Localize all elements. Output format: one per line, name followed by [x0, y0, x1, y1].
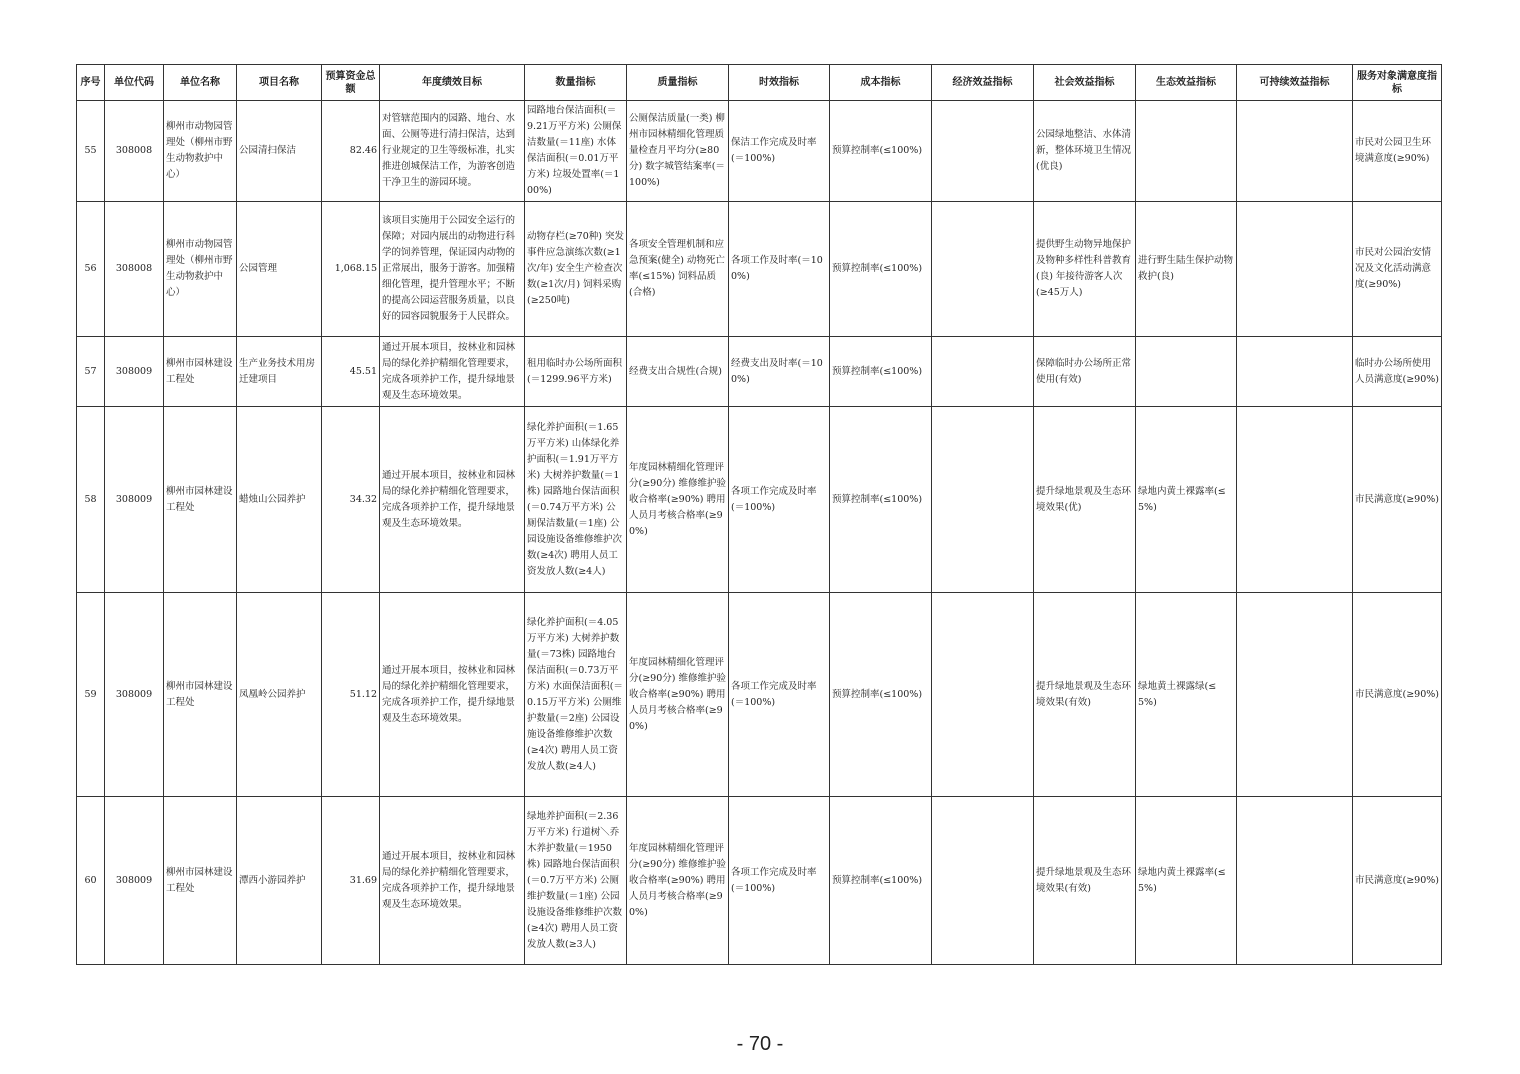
- header-quality: 质量指标: [627, 65, 729, 101]
- cell-social: 提升绿地景观及生态环境效果(优): [1034, 407, 1136, 593]
- cell-sustainable: [1237, 797, 1353, 965]
- page-number: - 70 -: [736, 1033, 784, 1055]
- cell-quantity: 绿化养护面积(＝1.65万平方米) 山体绿化养护面积(＝1.91万平方米) 大树养护数量(＝1株) 园路地台保洁面积(＝0.74万平方米) 公厕保洁数量(＝1座) 公园设施设备维修维护次数(≥4次) 聘用人员工资发放人数(≥4人): [525, 407, 627, 593]
- cell-project: 公园管理: [237, 202, 322, 337]
- cell-ecological: 绿地内黄土裸露率(≤5%): [1136, 407, 1237, 593]
- cell-social: 提升绿地景观及生态环境效果(有效): [1034, 593, 1136, 797]
- cell-sustainable: [1237, 407, 1353, 593]
- cell-unit: 柳州市园林建设工程处: [164, 797, 237, 965]
- cell-code: 308009: [105, 337, 164, 407]
- cell-cost: 预算控制率(≤100%): [830, 101, 932, 202]
- cell-satisfaction: 市民对公园治安情况及文化活动满意度(≥90%): [1353, 202, 1442, 337]
- cell-budget: 34.32: [322, 407, 380, 593]
- header-ecological: 生态效益指标: [1136, 65, 1237, 101]
- cell-quality: 公厕保洁质量(一类) 柳州市园林精细化管理质量检查月平均分(≥80分) 数字城管结案率(＝100%): [627, 101, 729, 202]
- cell-quality: 年度园林精细化管理评分(≥90分) 维修维护验收合格率(≥90%) 聘用人员月考核合格率(≥90%): [627, 593, 729, 797]
- cell-goal: 通过开展本项目，按林业和园林局的绿化养护精细化管理要求，完成各项养护工作，提升绿地景观及生态环境效果。: [380, 593, 525, 797]
- cell-no: 57: [77, 337, 105, 407]
- cell-timeliness: 各项工作完成及时率(＝100%): [729, 593, 830, 797]
- table-row: [77, 101, 1442, 202]
- cell-goal: 通过开展本项目，按林业和园林局的绿化养护精细化管理要求，完成各项养护工作，提升绿地景观及生态环境效果。: [380, 407, 525, 593]
- header-social: 社会效益指标: [1034, 65, 1136, 101]
- cell-timeliness: 各项工作及时率(＝100%): [729, 202, 830, 337]
- table-row: [77, 337, 1442, 407]
- cell-cost: 预算控制率(≤100%): [830, 337, 932, 407]
- performance-table-sheet: [76, 64, 1441, 965]
- cell-ecological: [1136, 337, 1237, 407]
- cell-social: 提供野生动物异地保护及物种多样性科普教育(良) 年接待游客人次(≥45万人): [1034, 202, 1136, 337]
- cell-social: 提升绿地景观及生态环境效果(有效): [1034, 797, 1136, 965]
- cell-unit: 柳州市园林建设工程处: [164, 593, 237, 797]
- cell-quantity: 租用临时办公场所面积(＝1299.96平方米): [525, 337, 627, 407]
- cell-quality: 各项安全管理机制和应急预案(健全) 动物死亡率(≤15%) 饲料品质(合格): [627, 202, 729, 337]
- cell-code: 308009: [105, 407, 164, 593]
- cell-quantity: 绿地养护面积(＝2.36万平方米) 行道树＼乔木养护数量(＝1950株) 园路地台保洁面积(＝0.7万平方米) 公厕维护数量(＝1座) 公园设施设备维修维护次数(≥4次) 聘用人员工资发放人数(≥3人): [525, 797, 627, 965]
- header-timeliness: 时效指标: [729, 65, 830, 101]
- cell-code: 308009: [105, 593, 164, 797]
- cell-quality: 年度园林精细化管理评分(≥90分) 维修维护验收合格率(≥90%) 聘用人员月考核合格率(≥90%): [627, 407, 729, 593]
- cell-budget: 51.12: [322, 593, 380, 797]
- cell-goal: 通过开展本项目，按林业和园林局的绿化养护精细化管理要求，完成各项养护工作，提升绿地景观及生态环境效果。: [380, 797, 525, 965]
- cell-economic: [932, 407, 1034, 593]
- cell-timeliness: 各项工作完成及时率(＝100%): [729, 407, 830, 593]
- cell-satisfaction: 市民对公园卫生环境满意度(≥90%): [1353, 101, 1442, 202]
- cell-social: 保障临时办公场所正常使用(有效): [1034, 337, 1136, 407]
- header-code: 单位代码: [105, 65, 164, 101]
- cell-cost: 预算控制率(≤100%): [830, 593, 932, 797]
- table-row: [77, 202, 1442, 337]
- table-row: [77, 593, 1442, 797]
- header-sustainable: 可持续效益指标: [1237, 65, 1353, 101]
- cell-code: 308009: [105, 797, 164, 965]
- cell-economic: [932, 202, 1034, 337]
- cell-timeliness: 保洁工作完成及时率(＝100%): [729, 101, 830, 202]
- cell-project: 公园清扫保洁: [237, 101, 322, 202]
- cell-budget: 45.51: [322, 337, 380, 407]
- cell-timeliness: 各项工作完成及时率(＝100%): [729, 797, 830, 965]
- cell-project: 潭西小游园养护: [237, 797, 322, 965]
- table-row: [77, 407, 1442, 593]
- cell-project: 生产业务技术用房迁建项目: [237, 337, 322, 407]
- cell-sustainable: [1237, 101, 1353, 202]
- cell-sustainable: [1237, 202, 1353, 337]
- performance-table: [76, 64, 1442, 965]
- cell-social: 公园绿地整洁、水体清新，整体环境卫生情况(优良): [1034, 101, 1136, 202]
- cell-goal: 对管辖范围内的园路、地台、水面、公厕等进行清扫保洁，达到行业规定的卫生等级标准，扎实推进创城保洁工作，为游客创造干净卫生的游园环境。: [380, 101, 525, 202]
- cell-quality: 年度园林精细化管理评分(≥90分) 维修维护验收合格率(≥90%) 聘用人员月考核合格率(≥90%): [627, 797, 729, 965]
- cell-budget: 82.46: [322, 101, 380, 202]
- header-satisfaction: 服务对象满意度指标: [1353, 65, 1442, 101]
- cell-project: 凤凰岭公园养护: [237, 593, 322, 797]
- header-quantity: 数量指标: [525, 65, 627, 101]
- cell-project: 蜡烛山公园养护: [237, 407, 322, 593]
- cell-sustainable: [1237, 337, 1353, 407]
- cell-cost: 预算控制率(≤100%): [830, 797, 932, 965]
- header-unit: 单位名称: [164, 65, 237, 101]
- header-budget: 预算资金总额: [322, 65, 380, 101]
- cell-economic: [932, 337, 1034, 407]
- cell-no: 59: [77, 593, 105, 797]
- cell-ecological: [1136, 101, 1237, 202]
- cell-economic: [932, 593, 1034, 797]
- cell-quality: 经费支出合规性(合规): [627, 337, 729, 407]
- cell-unit: 柳州市园林建设工程处: [164, 337, 237, 407]
- cell-satisfaction: 市民满意度(≥90%): [1353, 593, 1442, 797]
- cell-ecological: 绿地内黄土裸露率(≤5%): [1136, 797, 1237, 965]
- cell-sustainable: [1237, 593, 1353, 797]
- cell-code: 308008: [105, 202, 164, 337]
- header-project: 项目名称: [237, 65, 322, 101]
- cell-no: 55: [77, 101, 105, 202]
- header-no: 序号: [77, 65, 105, 101]
- cell-budget: 31.69: [322, 797, 380, 965]
- cell-code: 308008: [105, 101, 164, 202]
- cell-budget: 1,068.15: [322, 202, 380, 337]
- cell-satisfaction: 市民满意度(≥90%): [1353, 407, 1442, 593]
- header-economic: 经济效益指标: [932, 65, 1034, 101]
- cell-ecological: 进行野生陆生保护动物救护(良): [1136, 202, 1237, 337]
- cell-goal: 该项目实施用于公园安全运行的保障；对园内展出的动物进行科学的饲养管理，保证园内动物的正常展出，服务于游客。加强精细化管理，提升管理水平；不断的提高公园运营服务质量，以良好的园容园貌服务于人民群众。: [380, 202, 525, 337]
- cell-ecological: 绿地黄土裸露绿(≤5%): [1136, 593, 1237, 797]
- cell-no: 60: [77, 797, 105, 965]
- cell-unit: 柳州市园林建设工程处: [164, 407, 237, 593]
- cell-cost: 预算控制率(≤100%): [830, 202, 932, 337]
- cell-timeliness: 经费支出及时率(＝100%): [729, 337, 830, 407]
- cell-no: 58: [77, 407, 105, 593]
- cell-quantity: 园路地台保洁面积(＝9.21万平方米) 公厕保洁数量(＝11座) 水体保洁面积(＝0.01万平方米) 垃圾处置率(＝100%): [525, 101, 627, 202]
- cell-quantity: 动物存栏(≥70种) 突发事件应急演练次数(≥1次/年) 安全生产检查次数(≥1次/月) 饲料采购(≥250吨): [525, 202, 627, 337]
- table-row: [77, 797, 1442, 965]
- cell-cost: 预算控制率(≤100%): [830, 407, 932, 593]
- cell-satisfaction: 市民满意度(≥90%): [1353, 797, 1442, 965]
- header-cost: 成本指标: [830, 65, 932, 101]
- cell-satisfaction: 临时办公场所使用人员满意度(≥90%): [1353, 337, 1442, 407]
- header-goal: 年度绩效目标: [380, 65, 525, 101]
- cell-no: 56: [77, 202, 105, 337]
- cell-quantity: 绿化养护面积(＝4.05万平方米) 大树养护数量(＝73株) 园路地台保洁面积(＝0.73万平方米) 水面保洁面积(＝0.15万平方米) 公厕维护数量(＝2座) 公园设施设备维修维护次数(≥4次) 聘用人员工资发放人数(≥4人): [525, 593, 627, 797]
- cell-unit: 柳州市动物园管理处（柳州市野生动物救护中心）: [164, 101, 237, 202]
- table-header-row: [77, 65, 1442, 101]
- cell-economic: [932, 101, 1034, 202]
- cell-economic: [932, 797, 1034, 965]
- cell-goal: 通过开展本项目，按林业和园林局的绿化养护精细化管理要求，完成各项养护工作，提升绿地景观及生态环境效果。: [380, 337, 525, 407]
- cell-unit: 柳州市动物园管理处（柳州市野生动物救护中心）: [164, 202, 237, 337]
